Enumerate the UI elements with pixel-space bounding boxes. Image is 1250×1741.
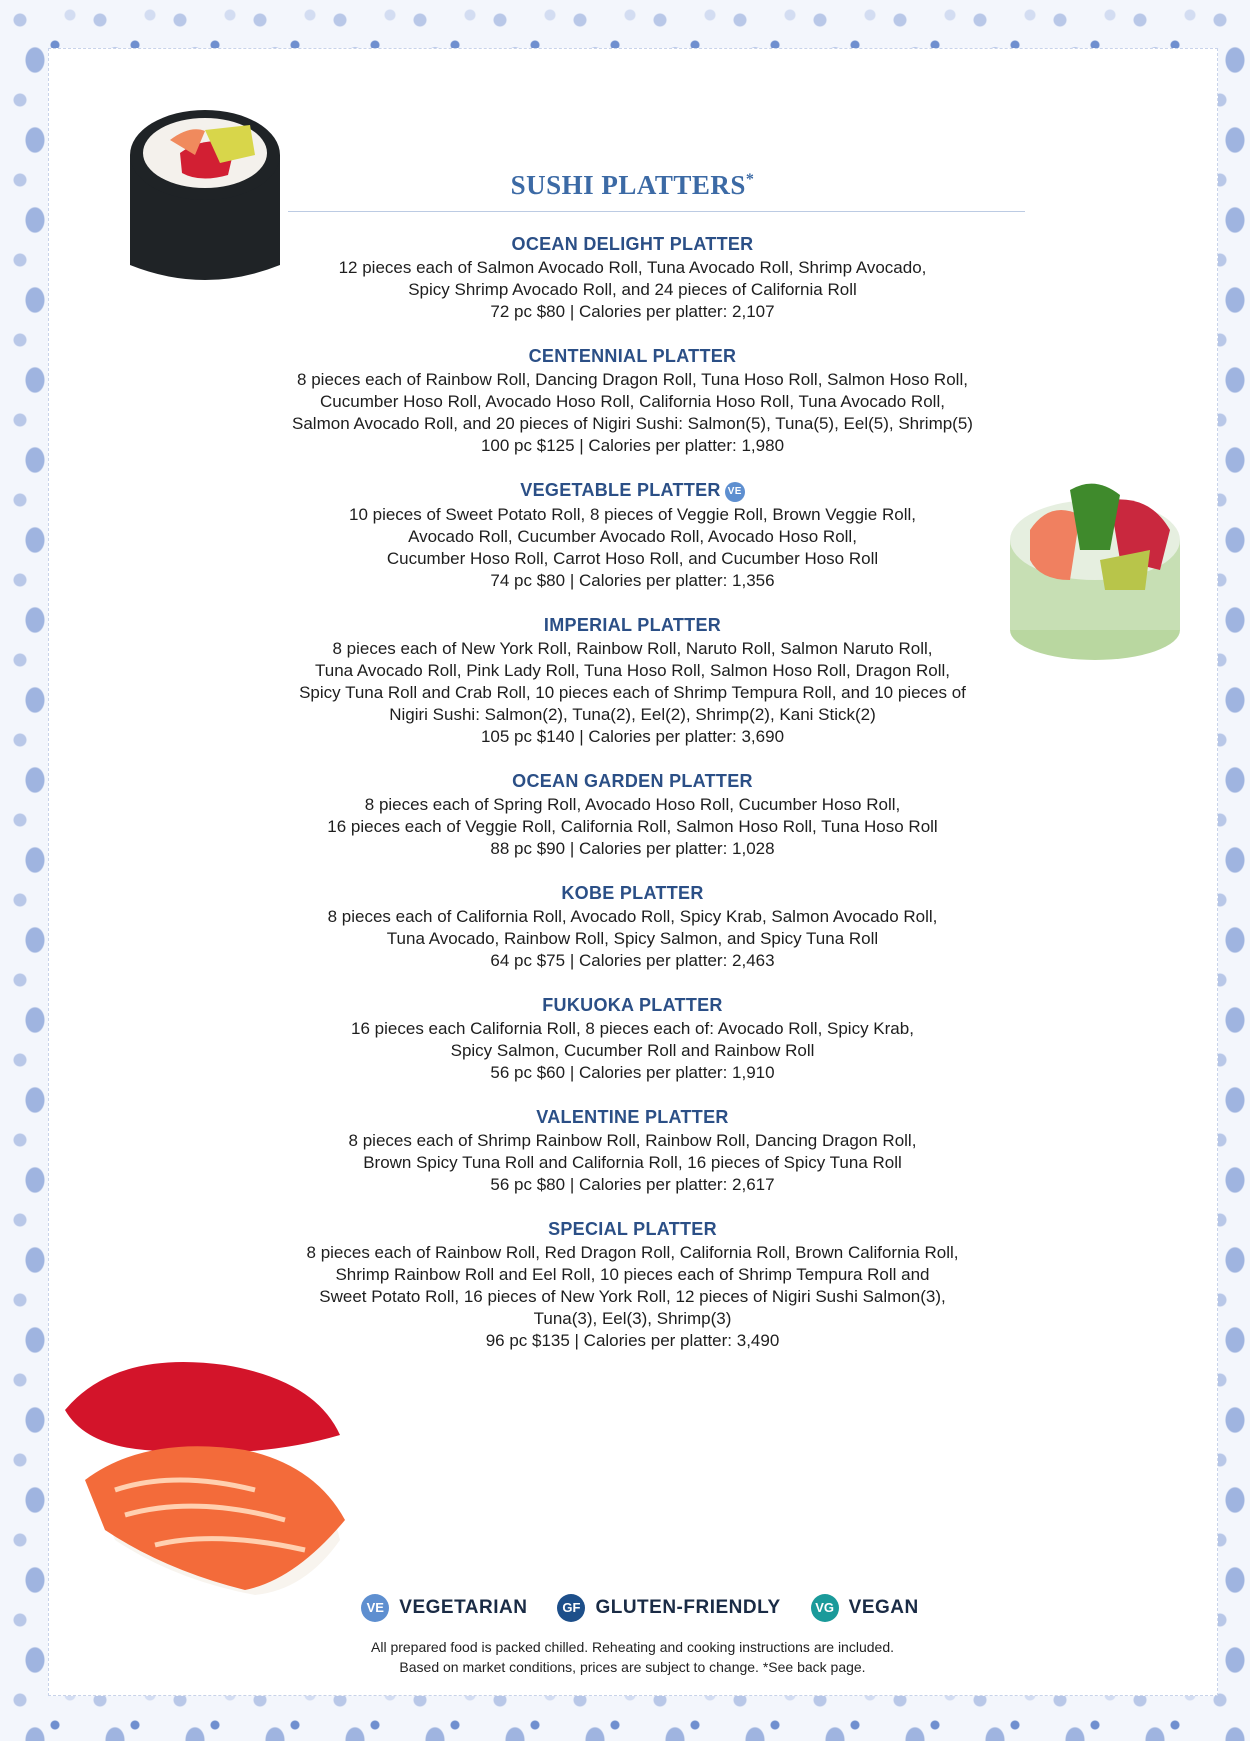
platter-item — [240, 615, 1025, 748]
platter-item — [240, 346, 1025, 457]
footer-line: All prepared food is packed chilled. Reheating and cooking instructions are included. — [371, 1639, 894, 1655]
platter-description-line: Shrimp Rainbow Roll and Eel Roll, 10 pieces each of Shrimp Tempura Roll and — [335, 1265, 930, 1284]
platter-name-text: CENTENNIAL PLATTER — [528, 346, 737, 366]
platter-description-line: 8 pieces each of Shrimp Rainbow Roll, Rainbow Roll, Dancing Dragon Roll, — [348, 1131, 917, 1150]
platter-name-text: VALENTINE PLATTER — [536, 1107, 729, 1127]
legend-item — [557, 1594, 780, 1622]
platter-price-line: 64 pc $75 | Calories per platter: 2,463 — [490, 951, 775, 970]
vegetarian-badge-icon: VE — [725, 482, 745, 502]
platter-description-line: Sweet Potato Roll, 16 pieces of New York Roll, 12 pieces of Nigiri Sushi Salmon(3), — [319, 1287, 946, 1306]
footer-line: Based on market conditions, prices are subject to change. *See back page. — [399, 1659, 866, 1675]
platter-description-line: 8 pieces each of New York Roll, Rainbow Roll, Naruto Roll, Salmon Naruto Roll, — [332, 639, 933, 658]
platter-description-line: Tuna Avocado, Rainbow Roll, Spicy Salmon, and Spicy Tuna Roll — [386, 929, 879, 948]
diet-legend — [340, 1594, 940, 1622]
platter-description-line: 8 pieces each of Rainbow Roll, Dancing Dragon Roll, Tuna Hoso Roll, Salmon Hoso Roll, — [297, 370, 968, 389]
platter-description-line: Spicy Shrimp Avocado Roll, and 24 pieces of California Roll — [408, 280, 857, 299]
platter-description-line: Nigiri Sushi: Salmon(2), Tuna(2), Eel(2), Shrimp(2), Kani Stick(2) — [389, 705, 876, 724]
legend-label: VEGAN — [848, 1597, 919, 1618]
platter-list — [240, 170, 1025, 1375]
platter-name — [240, 1219, 1025, 1240]
platter-description-line: Cucumber Hoso Roll, Avocado Hoso Roll, California Hoso Roll, Tuna Avocado Roll, — [320, 392, 945, 411]
platter-item — [240, 480, 1025, 592]
platter-name — [240, 1107, 1025, 1128]
platter-name-text: KOBE PLATTER — [561, 883, 704, 903]
rice-paper-roll-illustration — [1000, 470, 1190, 670]
legend-label: GLUTEN-FRIENDLY — [595, 1597, 781, 1618]
platter-description-line: 8 pieces each of California Roll, Avocado Roll, Spicy Krab, Salmon Avocado Roll, — [327, 907, 938, 926]
platter-name — [240, 615, 1025, 636]
platter-description-line: 16 pieces each of Veggie Roll, California Roll, Salmon Hoso Roll, Tuna Hoso Roll — [327, 817, 938, 836]
platter-name-text: VEGETABLE PLATTER — [520, 480, 721, 500]
platter-description-line: 8 pieces each of Spring Roll, Avocado Hoso Roll, Cucumber Hoso Roll, — [364, 795, 901, 814]
platter-name — [240, 995, 1025, 1016]
legend-label: VEGETARIAN — [399, 1597, 528, 1618]
platter-description-line: 8 pieces each of Rainbow Roll, Red Dragon Roll, California Roll, Brown California Roll, — [306, 1243, 959, 1262]
legend-item — [811, 1594, 919, 1622]
platter-description-line: 12 pieces each of Salmon Avocado Roll, Tuna Avocado Roll, Shrimp Avocado, — [338, 258, 927, 277]
platter-description-line: Spicy Salmon, Cucumber Roll and Rainbow Roll — [450, 1041, 815, 1060]
platter-description-line: Avocado Roll, Cucumber Avocado Roll, Avocado Hoso Roll, — [408, 527, 857, 546]
nigiri-illustration — [55, 1340, 355, 1610]
platter-item — [240, 771, 1025, 860]
platter-name — [240, 234, 1025, 255]
title-asterisk: * — [745, 171, 755, 188]
platter-price-line: 100 pc $125 | Calories per platter: 1,980 — [480, 436, 785, 455]
platter-name — [240, 771, 1025, 792]
platter-item — [240, 234, 1025, 323]
platter-description-line: 10 pieces of Sweet Potato Roll, 8 pieces of Veggie Roll, Brown Veggie Roll, — [348, 505, 916, 524]
platter-name-text: OCEAN DELIGHT PLATTER — [511, 234, 754, 254]
platter-item — [240, 1107, 1025, 1196]
page-title — [240, 170, 1025, 201]
platter-description-line: Brown Spicy Tuna Roll and California Roll, 16 pieces of Spicy Tuna Roll — [363, 1153, 902, 1172]
platter-description-line: Tuna(3), Eel(3), Shrimp(3) — [533, 1309, 732, 1328]
platter-price-line: 88 pc $90 | Calories per platter: 1,028 — [490, 839, 775, 858]
platter-price-line: 96 pc $135 | Calories per platter: 3,490 — [485, 1331, 780, 1350]
platter-item — [240, 883, 1025, 972]
platter-price-line: 72 pc $80 | Calories per platter: 2,107 — [490, 302, 775, 321]
platter-price-line: 56 pc $60 | Calories per platter: 1,910 — [490, 1063, 775, 1082]
vegetarian-badge-icon: VE — [361, 1594, 389, 1622]
title-text: SUSHI PLATTERS — [510, 170, 746, 200]
platter-item — [240, 1219, 1025, 1352]
platters-container — [240, 234, 1025, 1352]
platter-description-line: Spicy Tuna Roll and Crab Roll, 10 pieces each of Shrimp Tempura Roll, and 10 pieces of — [299, 683, 966, 702]
platter-price-line: 56 pc $80 | Calories per platter: 2,617 — [490, 1175, 775, 1194]
platter-description-line: Salmon Avocado Roll, and 20 pieces of Nigiri Sushi: Salmon(5), Tuna(5), Eel(5), Shrimp(5) — [292, 414, 973, 433]
footer-notes — [240, 1637, 1025, 1677]
platter-price-line: 74 pc $80 | Calories per platter: 1,356 — [490, 571, 775, 590]
platter-name — [240, 883, 1025, 904]
platter-name — [240, 480, 1025, 502]
platter-name-text: IMPERIAL PLATTER — [543, 615, 722, 635]
legend-item — [361, 1594, 527, 1622]
gluten-friendly-badge-icon: GF — [557, 1594, 585, 1622]
platter-name — [240, 346, 1025, 367]
platter-price-line: 105 pc $140 | Calories per platter: 3,690 — [480, 727, 785, 746]
platter-description-line: Cucumber Hoso Roll, Carrot Hoso Roll, and Cucumber Hoso Roll — [386, 549, 879, 568]
platter-description-line: Tuna Avocado Roll, Pink Lady Roll, Tuna Hoso Roll, Salmon Hoso Roll, Dragon Roll, — [315, 661, 950, 680]
platter-item — [240, 995, 1025, 1084]
platter-name-text: OCEAN GARDEN PLATTER — [512, 771, 753, 791]
title-divider — [288, 211, 1025, 212]
platter-description-line: 16 pieces each California Roll, 8 pieces each of: Avocado Roll, Spicy Krab, — [351, 1019, 914, 1038]
platter-name-text: FUKUOKA PLATTER — [542, 995, 723, 1015]
title-block — [240, 170, 1025, 212]
platter-name-text: SPECIAL PLATTER — [548, 1219, 717, 1239]
vegan-badge-icon: VG — [811, 1594, 839, 1622]
